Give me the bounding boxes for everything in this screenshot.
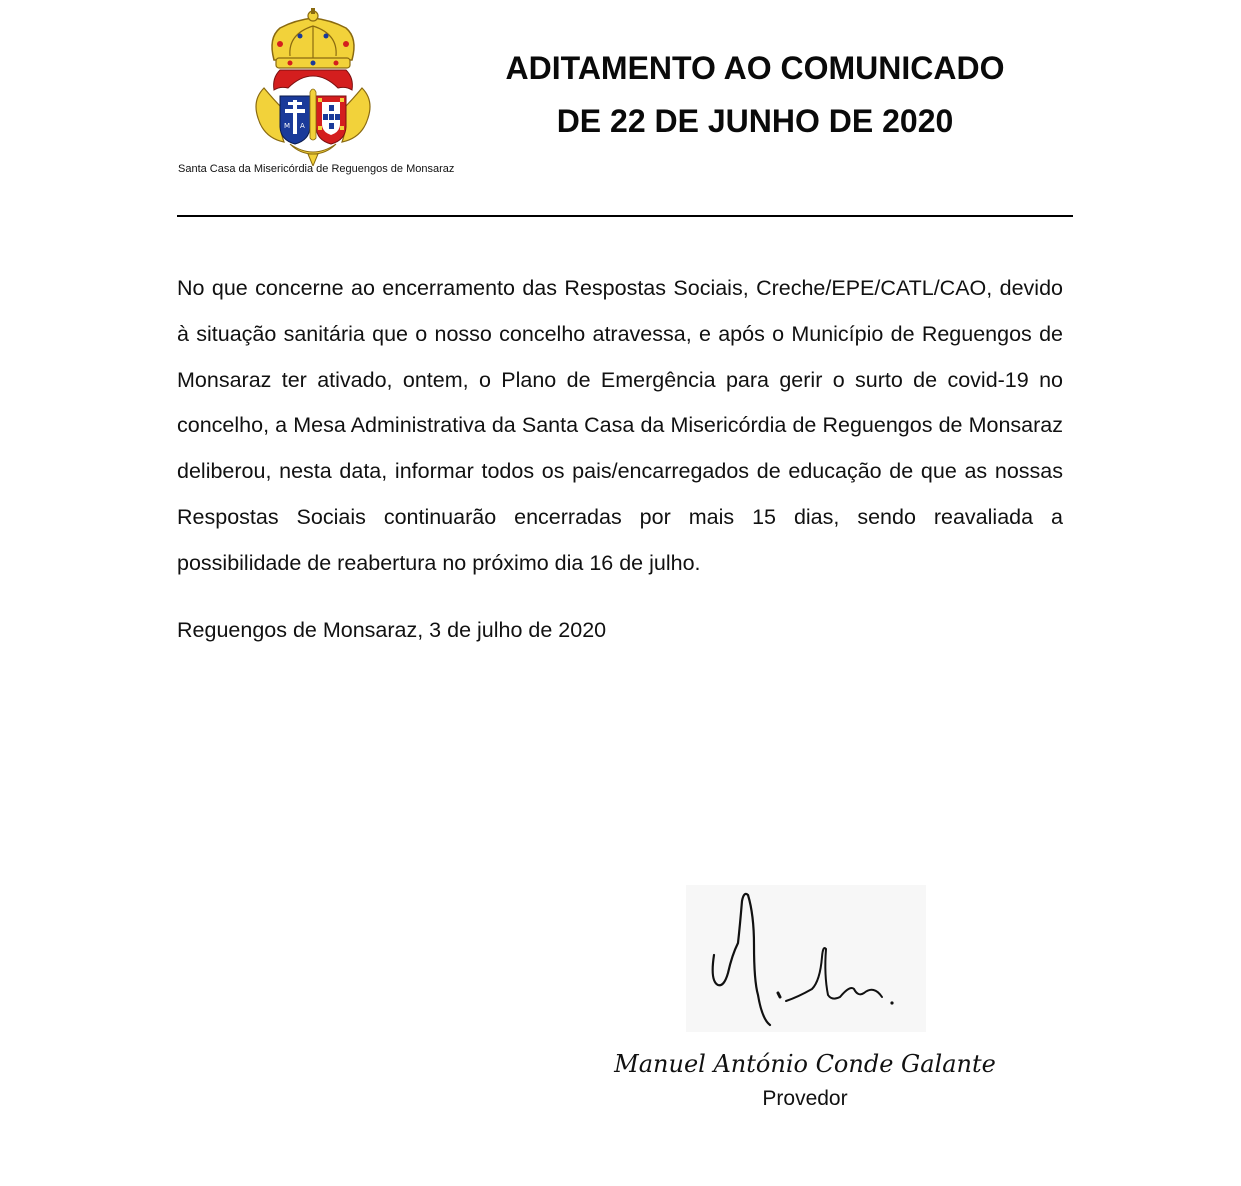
header-divider <box>177 215 1073 217</box>
body-paragraph: No que concerne ao encerramento das Respostas Sociais, Creche/EPE/CATL/CAO, devido à situação sanitária que o nosso concelho atravessa, e após o Município de Reguengos de Monsaraz ter ativado, ontem, o Plano de Emergência para gerir o surto de covid-19 no concelho, a Mesa Administrativa da Santa Casa da Misericórdia de Reguengos de Monsaraz deliberou, nesta data, informar todos os pais/encarregados de educação de que as nossas Respostas Sociais continuarão encerradas por mais 15 dias, sendo reavaliada a possibilidade de reabertura no próximo dia 16 de julho. <box>177 276 1063 575</box>
portuguese-shield-icon <box>316 96 346 144</box>
crest-logo <box>250 8 376 166</box>
title-line-1: ADITAMENTO AO COMUNICADO <box>505 50 1005 86</box>
document-title <box>470 42 1040 148</box>
place-date: Reguengos de Monsaraz, 3 de julho de 2020 <box>177 618 607 642</box>
handwritten-signature <box>686 885 926 1032</box>
signer-name: Manuel António Conde Galante <box>614 1050 996 1078</box>
cross-shield-icon <box>280 96 310 144</box>
crown-icon <box>272 8 354 68</box>
signer-role: Provedor <box>762 1087 848 1110</box>
svg-text:M: M <box>284 122 291 130</box>
title-line-2: DE 22 DE JUNHO DE 2020 <box>556 103 954 139</box>
svg-text:A: A <box>300 122 305 130</box>
logo-caption: Santa Casa da Misericórdia de Reguengos de Monsaraz <box>178 163 455 175</box>
